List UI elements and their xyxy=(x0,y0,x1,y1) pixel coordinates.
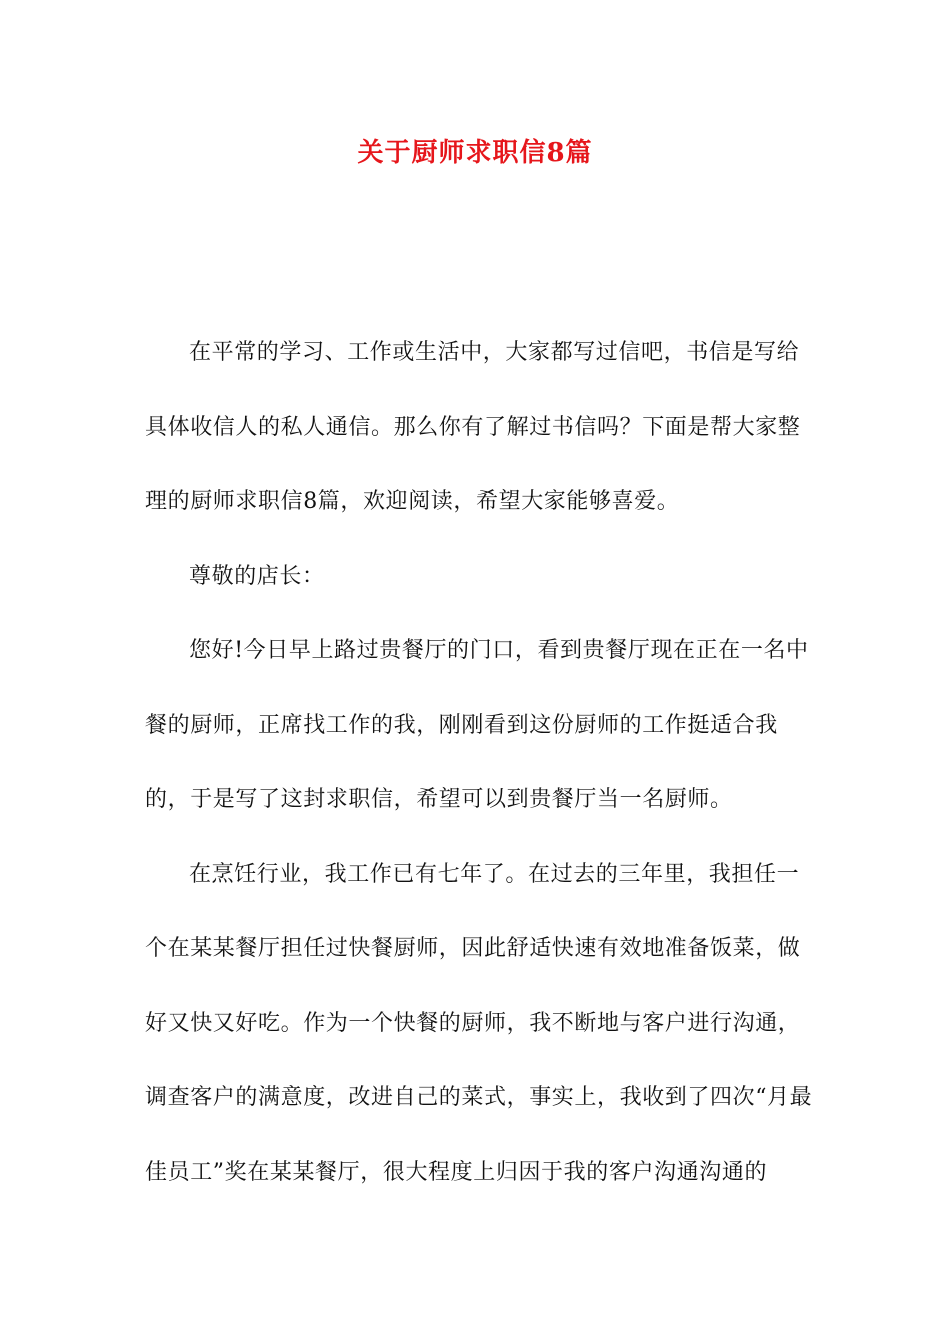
document-body xyxy=(145,316,815,1210)
document-title: 关于厨师求职信8篇 xyxy=(357,138,593,168)
salutation: 尊敬的店长： xyxy=(189,563,325,589)
greeting-paragraph: 您好!今日早上路过贵餐厅的门口，看到贵餐厅现在正在一名中餐的厨师，正席找工作的我，刚刚看到这份厨师的工作挺适合我的，于是写了这封求职信，希望可以到贵餐厅当一名厨师。 xyxy=(145,638,809,812)
experience-paragraph: 在烹饪行业，我工作已有七年了。在过去的三年里，我担任一个在某某餐厅担任过快餐厨师，因此舒适快速有效地准备饭菜，做好又快又好吃。作为一个快餐的厨师，我不断地与客户进行沟通，调查客户的满意度，改进自己的菜式，事实上，我收到了四次“月最佳员工”奖在某某餐厅，很大程度上归因于我的客户沟通沟通的 xyxy=(145,861,813,1185)
intro-paragraph: 在平常的学习、工作或生活中，大家都写过信吧，书信是写给具体收信人的私人通信。那么你有了解过书信吗？下面是帮大家整理的厨师求职信8篇，欢迎阅读，希望大家能够喜爱。 xyxy=(145,340,801,514)
